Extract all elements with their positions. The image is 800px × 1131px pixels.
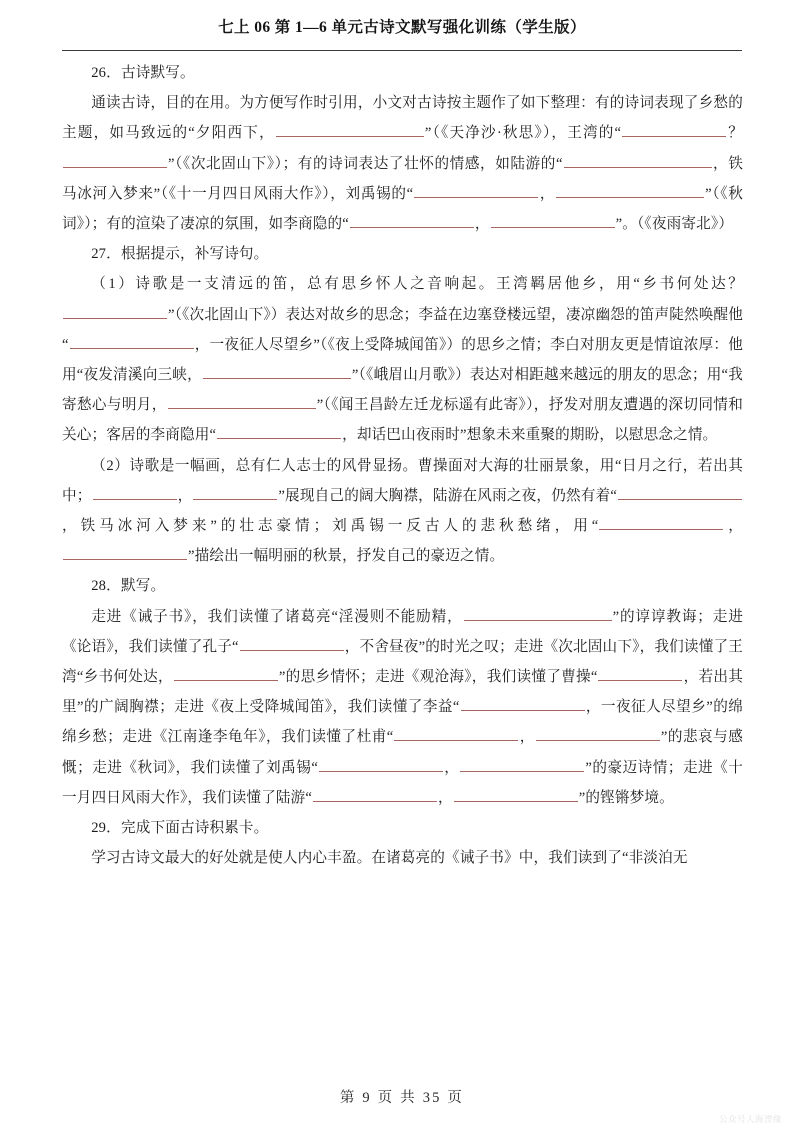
text-run: ，却话巴山夜雨时”想象未来重聚的期盼，以慰思念之情。 [342, 427, 718, 444]
document-footer [62, 1086, 742, 1107]
text-run: ， [724, 518, 743, 535]
question-prompt-29: 完成下面古诗积累卡。 [120, 820, 269, 837]
answer-blank[interactable] [313, 786, 437, 802]
text-run: ”（《次北固山下》）；有的诗词表达了壮怀的情感，如陆游的“ [168, 155, 563, 172]
text-run: ， [539, 185, 556, 202]
watermark: 公众号人海湮缘 [718, 1114, 782, 1124]
question-heading-26 [62, 58, 743, 88]
text-run: ”的铿锵梦境。 [578, 789, 674, 806]
question-heading-28 [62, 571, 743, 601]
text-run: ”的豪迈诗情；走进《十一月四日风雨大作》，我们读懂了陆游“ [62, 759, 743, 806]
answer-blank[interactable] [564, 151, 712, 167]
answer-blank[interactable] [536, 725, 660, 741]
text-run: ”（《次北固山下》）表达对故乡的思念；李益在边塞登楼远望，凄凉幽怨的笛声陡然唤醒他“ [62, 306, 743, 353]
answer-blank[interactable] [491, 212, 615, 228]
text-run: ，若出其里”的广阔胸襟；走进《夜上受降城闻笛》，我们读懂了李益“ [62, 669, 744, 716]
question-prompt-28: 默写。 [120, 578, 166, 595]
question-number-28: 28． [91, 578, 121, 595]
text-run: ，铁马冰河入梦来”的壮志豪情；刘禹锡一反古人的悲秋愁绪，用“ [62, 518, 599, 535]
answer-blank[interactable] [70, 333, 194, 349]
question-number-29: 29． [91, 820, 121, 837]
text-run: ，不舍昼夜”的时光之叹；走进《次北固山下》，我们读懂了王湾“乡书何处达， [62, 638, 743, 686]
answer-blank[interactable] [414, 181, 538, 197]
text-run: ， [519, 729, 535, 746]
question-prompt-26: 古诗默写。 [120, 65, 195, 81]
answer-blank[interactable] [276, 121, 424, 137]
header-divider [62, 50, 742, 51]
answer-blank[interactable] [217, 423, 341, 439]
question-body-28 [62, 602, 743, 813]
answer-blank[interactable] [319, 755, 443, 771]
answer-blank[interactable] [394, 725, 518, 741]
answer-blank[interactable] [618, 484, 742, 500]
document-body [62, 58, 743, 873]
question-body-29 [62, 843, 743, 873]
text-run: ”（《闻王昌龄左迁龙标遥有此寄》），抒发对朋友遭遇的深切同情和关心；客居的李商隐用“ [62, 397, 743, 444]
text-run: （2）诗歌是一幅画，总有仁人志士的风骨显扬。曹操面对大海的壮丽景象，用“日月之行，若出其中； [62, 457, 743, 504]
text-run: ”（《天净沙·秋思》），王湾的“ [424, 125, 622, 142]
answer-blank[interactable] [556, 181, 704, 197]
text-run: ”。（《夜雨寄北》） [615, 216, 734, 233]
answer-blank[interactable] [203, 363, 351, 379]
answer-blank[interactable] [63, 544, 187, 560]
answer-blank[interactable] [93, 484, 177, 500]
text-run: ？ [727, 125, 743, 142]
text-run: ，一夜征人尽望乡”的绵绵乡愁；走进《江南逢李龟年》，我们读懂了杜甫“ [62, 699, 743, 746]
text-run: ”的谆谆教诲；走进《论语》，我们读懂了孔子“ [62, 608, 744, 655]
text-run: 通读古诗，目的在用。为方便写作时引用，小文对古诗按主题作了如下整理：有的诗词表现了乡愁的主题，如马致远的“夕阳西下， [62, 95, 743, 142]
answer-blank[interactable] [598, 665, 682, 681]
text-run: ， [443, 759, 460, 776]
text-run: ”展现自己的阔大胸襟，陆游在风雨之夜，仍然有着“ [278, 487, 617, 504]
text-run: 学习古诗文最大的好处就是使人内心丰盈。在诸葛亮的《诫子书》中，我们读到了“非淡泊无 [91, 850, 688, 867]
page-number: 第 9 页 共 35 页 [339, 1090, 465, 1106]
answer-blank[interactable] [464, 604, 612, 620]
text-run: ， [474, 216, 490, 233]
text-run: 走进《诫子书》，我们读懂了诸葛亮“淫漫则不能励精， [91, 608, 463, 625]
text-run: （1）诗歌是一支清远的笛，总有思乡怀人之音响起。王湾羁居他乡，用“乡书何处达？ [91, 276, 743, 293]
answer-blank[interactable] [193, 484, 277, 500]
document-header [62, 18, 742, 38]
question-body-27-part2 [62, 451, 743, 572]
answer-blank[interactable] [63, 302, 167, 318]
answer-blank[interactable] [240, 635, 344, 651]
question-number-27: 27． [91, 246, 121, 263]
text-run: ， [177, 487, 193, 504]
answer-blank[interactable] [350, 212, 474, 228]
answer-blank[interactable] [599, 514, 723, 530]
question-heading-29 [62, 813, 743, 843]
answer-blank[interactable] [63, 151, 167, 167]
text-run: ，铁马冰河入梦来”（《十一月四日风雨大作》），刘禹锡的“ [62, 155, 743, 202]
question-number-26: 26． [91, 65, 121, 81]
question-body-26 [62, 88, 743, 239]
answer-blank[interactable] [174, 665, 278, 681]
answer-blank[interactable] [460, 755, 584, 771]
answer-blank[interactable] [454, 786, 578, 802]
text-run: ”（《峨眉山月歌》）表达对相距越来越远的朋友的思念；用“我寄愁心与明月， [62, 367, 743, 414]
text-run: ”的思乡情怀；走进《观沧海》，我们读懂了曹操“ [278, 669, 598, 686]
text-run: ， [437, 789, 453, 806]
text-run: ”（《秋词》）；有的渲染了凄凉的氛围，如李商隐的“ [62, 185, 743, 233]
text-run: ，一夜征人尽望乡”（《夜上受降城闻笛》）的思乡之情；李白对朋友更是情谊浓厚：他用“夜发清溪向三峡， [62, 336, 743, 384]
text-run: ”的悲哀与感慨；走进《秋词》，我们读懂了刘禹锡“ [62, 729, 743, 776]
answer-blank[interactable] [622, 121, 726, 137]
question-prompt-27: 根据提示，补写诗句。 [120, 246, 269, 263]
answer-blank[interactable] [461, 695, 585, 711]
question-body-27-part1 [62, 269, 743, 450]
document-title: 七上 06 第 1—6 单元古诗文默写强化训练（学生版） [218, 19, 586, 36]
question-heading-27 [62, 239, 743, 269]
text-run: ”描绘出一幅明丽的秋景，抒发自己的豪迈之情。 [188, 548, 505, 565]
answer-blank[interactable] [168, 393, 316, 409]
